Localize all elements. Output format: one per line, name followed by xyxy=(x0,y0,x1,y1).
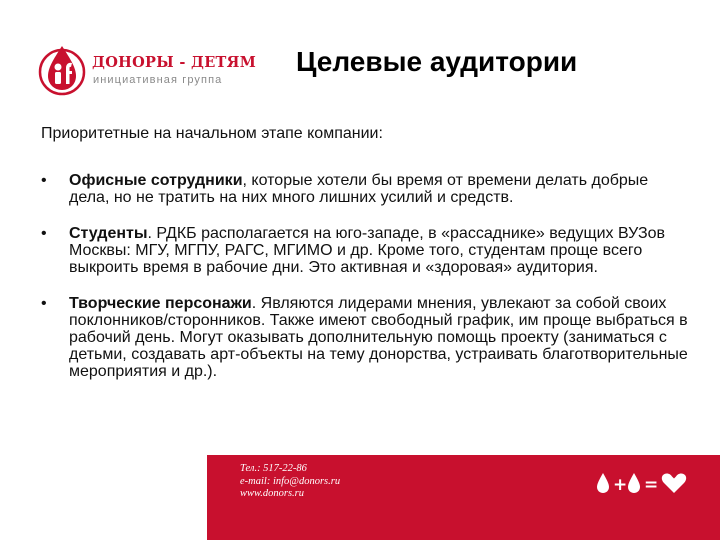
bullet-text: . Являются лидерами мнения, увлекают за собой своих поклонников/сторонников. Также имеют свободный график, им проще выбраться в рабочий день. Могут оказывать дополнительную помощь проекту (заниматься с детьми, создавать арт-объекты на тему донорства, устраивать благотворительные мероприятия и др.). xyxy=(69,295,688,380)
intro-text: Приоритетные на начальном этапе компании: xyxy=(41,125,383,142)
equals-sign: = xyxy=(644,475,659,495)
drop-plus-drop-equals-heart-icon xyxy=(595,471,695,495)
bullet-marker: • xyxy=(41,172,47,189)
bullet-marker: • xyxy=(41,295,47,312)
logo-subtitle: инициативная группа xyxy=(93,74,223,86)
drop-icon xyxy=(628,473,640,493)
logo-name: ДОНОРЫ - ДЕТЯМ xyxy=(92,54,257,71)
bullet-term: Офисные сотрудники xyxy=(69,172,243,189)
footer-phone: Тел.: 517-22-86 xyxy=(240,463,307,474)
list-item xyxy=(41,225,691,276)
footer-website[interactable]: www.donors.ru xyxy=(240,488,304,499)
blood-drop-logo-icon xyxy=(38,40,86,96)
bullet-marker: • xyxy=(41,225,47,242)
footer-contacts xyxy=(240,463,340,501)
footer-banner xyxy=(207,455,720,540)
heart-icon xyxy=(662,474,686,493)
drop-icon xyxy=(597,473,609,493)
bullet-text: , которые хотели бы время от времени делать добрые дела, но не тратить на них много лишних усилий и средств. xyxy=(69,172,649,206)
list-item xyxy=(41,172,691,206)
list-item xyxy=(41,295,691,380)
bullet-text: . РДКБ располагается на юго-западе, в «рассаднике» ведущих ВУЗов Москвы: МГУ, МГПУ, РАГС, МГИМО и др. Кроме того, студентам проще всего выкроить время в рабочие дни. Это активная и «здоровая» аудитория. xyxy=(69,225,666,276)
plus-sign: + xyxy=(613,475,628,495)
page-title: Целевые аудитории xyxy=(296,46,578,77)
bullet-term: Творческие персонажи xyxy=(69,295,252,312)
bullet-term: Студенты xyxy=(69,225,148,242)
logo xyxy=(38,40,257,100)
footer-email[interactable]: e-mail: info@donors.ru xyxy=(240,475,341,487)
audience-list xyxy=(41,172,691,399)
